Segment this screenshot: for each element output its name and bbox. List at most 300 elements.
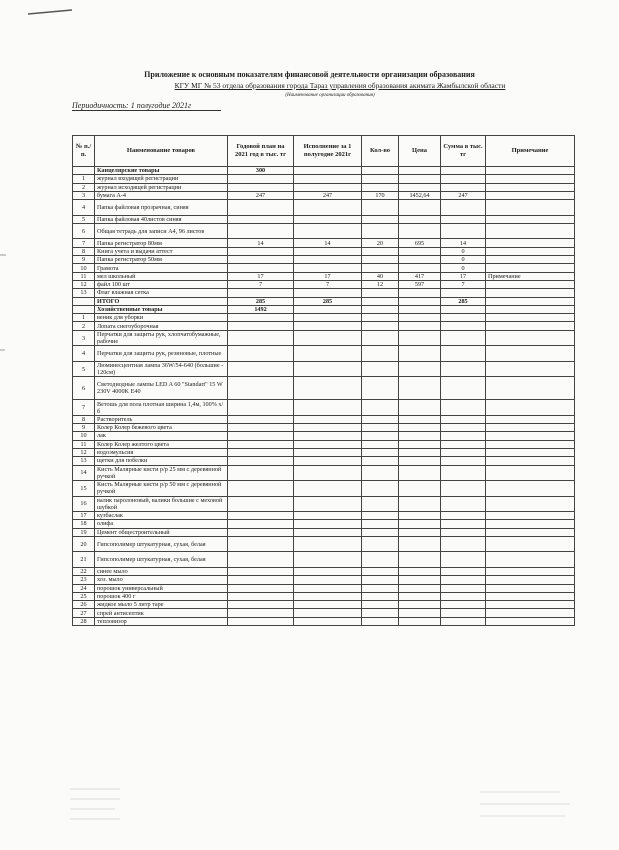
execution-value [294, 536, 362, 552]
row-number: 3 [73, 330, 95, 346]
price-value [399, 200, 441, 216]
row-number: 16 [73, 496, 95, 512]
item-name: мел школьный [95, 272, 228, 280]
execution-value [294, 424, 362, 432]
section-row [73, 305, 575, 313]
price-value [399, 584, 441, 592]
price-value [399, 183, 441, 191]
sum-value [441, 314, 486, 322]
execution-value [294, 256, 362, 264]
organization-name: КГУ МГ № 53 отдела образования города Тараз управления образования акимата Жамбылской области [174, 81, 506, 90]
table-row [73, 584, 575, 592]
item-name: жидкое мыло 5 литр таре [95, 601, 228, 609]
item-name: Колер Колер желтого цвета [95, 440, 228, 448]
item-name: Флаг влажная сетка [95, 289, 228, 297]
row-number: 7 [73, 400, 95, 416]
row-number: 3 [73, 191, 95, 199]
row-number: 26 [73, 601, 95, 609]
plan-value [228, 520, 294, 528]
execution-value [294, 496, 362, 512]
plan-value [228, 424, 294, 432]
table-row [73, 457, 575, 465]
price-value [399, 322, 441, 330]
row-number: 1 [73, 175, 95, 183]
sum-value [441, 346, 486, 362]
row-number: 7 [73, 239, 95, 247]
table-row [73, 432, 575, 440]
quantity-value [362, 400, 399, 416]
item-name: Папка файловая 40листов синяя [95, 215, 228, 223]
price-value [399, 424, 441, 432]
execution-value [294, 552, 362, 568]
note-value [486, 215, 575, 223]
table-row [73, 264, 575, 272]
plan-value [228, 215, 294, 223]
row-number: 13 [73, 289, 95, 297]
quantity-value [362, 289, 399, 297]
item-name: Гипсополимер штукатурная, сухая, белая [95, 552, 228, 568]
organization-caption: (Наименование организации образования) [285, 93, 375, 98]
execution-value [294, 377, 362, 400]
execution-value [294, 200, 362, 216]
item-name: порошок универсальный [95, 584, 228, 592]
price-value [399, 297, 441, 305]
col-price: Цена [399, 136, 441, 167]
sum-value [441, 528, 486, 536]
execution-value [294, 330, 362, 346]
row-number: 20 [73, 536, 95, 552]
price-value [399, 400, 441, 416]
price-value [399, 528, 441, 536]
note-value [486, 415, 575, 423]
row-number: 17 [73, 512, 95, 520]
col-execution: Исполнение за 1 полугодие 2021г [294, 136, 362, 167]
row-number: 4 [73, 346, 95, 362]
price-value [399, 609, 441, 617]
quantity-value [362, 175, 399, 183]
quantity-value [362, 617, 399, 625]
plan-value: 17 [228, 272, 294, 280]
row-number: 14 [73, 465, 95, 481]
quantity-value [362, 576, 399, 584]
sum-value: 7 [441, 280, 486, 288]
execution-value [294, 584, 362, 592]
execution-value [294, 305, 362, 313]
sum-value [441, 361, 486, 377]
sum-value [441, 448, 486, 456]
plan-value [228, 567, 294, 575]
table-row [73, 377, 575, 400]
plan-value [228, 322, 294, 330]
price-value [399, 567, 441, 575]
item-name: Лопата снегоуборочная [95, 322, 228, 330]
table-row [73, 576, 575, 584]
quantity-value [362, 314, 399, 322]
quantity-value [362, 609, 399, 617]
quantity-value [362, 512, 399, 520]
sum-value [441, 223, 486, 239]
quantity-value [362, 457, 399, 465]
col-quantity: Кол-во [362, 136, 399, 167]
item-name: порошок 400 г [95, 592, 228, 600]
sum-value [441, 322, 486, 330]
note-value [486, 322, 575, 330]
note-value [486, 528, 575, 536]
sum-value [441, 457, 486, 465]
price-value [399, 465, 441, 481]
table-row [73, 567, 575, 575]
sum-value: 0 [441, 256, 486, 264]
quantity-value [362, 215, 399, 223]
section-row [73, 167, 575, 175]
plan-value [228, 415, 294, 423]
row-number: 24 [73, 584, 95, 592]
note-value [486, 576, 575, 584]
row-number: 15 [73, 481, 95, 497]
table-row [73, 415, 575, 423]
note-value [486, 609, 575, 617]
sum-value: 0 [441, 264, 486, 272]
item-name: Светодиодные лампы LED A 60 "Standart" 15 W 230V 4000K E40 [95, 377, 228, 400]
quantity-value [362, 183, 399, 191]
table-row [73, 280, 575, 288]
sum-value: 247 [441, 191, 486, 199]
table-row [73, 191, 575, 199]
price-value [399, 520, 441, 528]
plan-value [228, 496, 294, 512]
sum-value [441, 167, 486, 175]
row-number: 8 [73, 247, 95, 255]
quantity-value [362, 440, 399, 448]
note-value [486, 314, 575, 322]
sum-value [441, 465, 486, 481]
execution-value [294, 167, 362, 175]
sum-value [441, 183, 486, 191]
col-plan: Годовой план на 2021 год в тыс. тг [228, 136, 294, 167]
row-number: 5 [73, 361, 95, 377]
execution-value [294, 289, 362, 297]
plan-value [228, 617, 294, 625]
item-name: Кисть Малярные кисти р/р 50 мм с деревянной ручкой [95, 481, 228, 497]
table-row [73, 361, 575, 377]
row-number [73, 305, 95, 313]
table-row [73, 289, 575, 297]
price-value [399, 440, 441, 448]
item-name: Ветошь для пола плотная ширина 1,4м, 100% х/б [95, 400, 228, 416]
plan-value [228, 592, 294, 600]
table-row [73, 183, 575, 191]
sum-value [441, 552, 486, 568]
row-number: 11 [73, 272, 95, 280]
plan-value [228, 536, 294, 552]
note-value [486, 167, 575, 175]
item-name: журнал входящей регистрации [95, 175, 228, 183]
sum-value [441, 481, 486, 497]
table-row [73, 520, 575, 528]
note-value [486, 457, 575, 465]
quantity-value [362, 536, 399, 552]
plan-value: 285 [228, 297, 294, 305]
plan-value [228, 223, 294, 239]
sum-value [441, 536, 486, 552]
note-value [486, 448, 575, 456]
plan-value: 14 [228, 239, 294, 247]
table-row [73, 200, 575, 216]
plan-value [228, 175, 294, 183]
plan-value [228, 346, 294, 362]
price-value [399, 215, 441, 223]
note-value [486, 424, 575, 432]
sum-value [441, 377, 486, 400]
table-header-row [73, 136, 575, 167]
table-row [73, 314, 575, 322]
price-value [399, 576, 441, 584]
note-value [486, 280, 575, 288]
table-row [73, 247, 575, 255]
execution-value [294, 247, 362, 255]
plan-value [228, 552, 294, 568]
note-value [486, 239, 575, 247]
note-value [486, 247, 575, 255]
quantity-value [362, 247, 399, 255]
table-row [73, 496, 575, 512]
price-value [399, 305, 441, 313]
plan-value [228, 330, 294, 346]
quantity-value: 40 [362, 272, 399, 280]
table-row [73, 346, 575, 362]
row-number [73, 297, 95, 305]
plan-value [228, 361, 294, 377]
note-value [486, 440, 575, 448]
execution-value [294, 314, 362, 322]
quantity-value [362, 167, 399, 175]
item-name: валик паролоновый, валики большие с меховой шубкой [95, 496, 228, 512]
note-value [486, 432, 575, 440]
price-value [399, 330, 441, 346]
plan-value [228, 528, 294, 536]
item-name: Книга учета и выдачи аттест [95, 247, 228, 255]
quantity-value [362, 256, 399, 264]
table-row [73, 481, 575, 497]
price-value: 597 [399, 280, 441, 288]
item-name: тепловизор [95, 617, 228, 625]
row-number: 9 [73, 424, 95, 432]
price-value [399, 314, 441, 322]
note-value [486, 264, 575, 272]
price-value [399, 496, 441, 512]
quantity-value [362, 592, 399, 600]
row-number: 25 [73, 592, 95, 600]
table-row [73, 400, 575, 416]
quantity-value [362, 552, 399, 568]
note-value [486, 289, 575, 297]
item-name: веник для уборки [95, 314, 228, 322]
item-name: щетки для побелки [95, 457, 228, 465]
note-value [486, 601, 575, 609]
quantity-value [362, 297, 399, 305]
item-name: ИТОГО [95, 297, 228, 305]
execution-value [294, 601, 362, 609]
execution-value [294, 264, 362, 272]
quantity-value [362, 481, 399, 497]
execution-value [294, 215, 362, 223]
item-name: спрей антисептик [95, 609, 228, 617]
item-name: Перчатки для защиты рук, хлопчатобумажные, рабочие [95, 330, 228, 346]
item-name: файл 100 шт [95, 280, 228, 288]
execution-value [294, 609, 362, 617]
row-number: 28 [73, 617, 95, 625]
row-number: 12 [73, 280, 95, 288]
quantity-value [362, 264, 399, 272]
plan-value [228, 481, 294, 497]
execution-value [294, 440, 362, 448]
plan-value [228, 440, 294, 448]
table-row [73, 322, 575, 330]
quantity-value [362, 305, 399, 313]
price-value [399, 552, 441, 568]
quantity-value [362, 520, 399, 528]
quantity-value [362, 496, 399, 512]
price-value [399, 415, 441, 423]
item-name: Растворитель [95, 415, 228, 423]
sum-value [441, 432, 486, 440]
plan-value: 300 [228, 167, 294, 175]
row-number: 9 [73, 256, 95, 264]
quantity-value [362, 361, 399, 377]
note-value [486, 617, 575, 625]
note-value [486, 346, 575, 362]
execution-value [294, 457, 362, 465]
row-number: 10 [73, 264, 95, 272]
note-value [486, 567, 575, 575]
plan-value [228, 289, 294, 297]
table-row [73, 440, 575, 448]
note-value [486, 592, 575, 600]
row-number: 6 [73, 223, 95, 239]
sum-value [441, 496, 486, 512]
table-row [73, 592, 575, 600]
table-row [73, 536, 575, 552]
section-row [73, 297, 575, 305]
sum-value: 14 [441, 239, 486, 247]
item-name: Папка файловая прозрачная, синяя [95, 200, 228, 216]
table-row [73, 512, 575, 520]
table-row [73, 528, 575, 536]
sum-value [441, 400, 486, 416]
sum-value [441, 289, 486, 297]
quantity-value: 20 [362, 239, 399, 247]
plan-value [228, 400, 294, 416]
price-value: 1452,64 [399, 191, 441, 199]
plan-value [228, 256, 294, 264]
table-row [73, 223, 575, 239]
table-row [73, 552, 575, 568]
note-value [486, 496, 575, 512]
quantity-value [362, 432, 399, 440]
execution-value [294, 465, 362, 481]
item-name: олифа [95, 520, 228, 528]
note-value [486, 175, 575, 183]
plan-value [228, 183, 294, 191]
item-name: водоэмульсия [95, 448, 228, 456]
table-row [73, 465, 575, 481]
execution-value: 7 [294, 280, 362, 288]
plan-value [228, 377, 294, 400]
quantity-value [362, 330, 399, 346]
table-row [73, 609, 575, 617]
price-value [399, 432, 441, 440]
plan-value [228, 601, 294, 609]
plan-value: 247 [228, 191, 294, 199]
note-value: Примечание [486, 272, 575, 280]
execution-value [294, 576, 362, 584]
row-number: 12 [73, 448, 95, 456]
sum-value [441, 175, 486, 183]
sum-value: 17 [441, 272, 486, 280]
execution-value [294, 400, 362, 416]
col-number: № п./п. [73, 136, 95, 167]
sum-value [441, 609, 486, 617]
sum-value [441, 520, 486, 528]
row-number: 19 [73, 528, 95, 536]
row-number: 27 [73, 609, 95, 617]
row-number: 6 [73, 377, 95, 400]
sum-value [441, 424, 486, 432]
item-name: Кисть Малярные кисти р/р 25 мм с деревянной ручкой [95, 465, 228, 481]
sum-value [441, 215, 486, 223]
quantity-value [362, 200, 399, 216]
execution-value [294, 567, 362, 575]
note-value [486, 330, 575, 346]
quantity-value [362, 567, 399, 575]
execution-value: 14 [294, 239, 362, 247]
quantity-value [362, 415, 399, 423]
price-value [399, 346, 441, 362]
execution-value [294, 361, 362, 377]
price-value [399, 512, 441, 520]
sum-value [441, 305, 486, 313]
row-number: 21 [73, 552, 95, 568]
item-name: Папка регистратор 50мм [95, 256, 228, 264]
table-row [73, 617, 575, 625]
col-name: Наименование товаров [95, 136, 228, 167]
sum-value [441, 330, 486, 346]
sum-value [441, 512, 486, 520]
quantity-value: 170 [362, 191, 399, 199]
execution-value: 17 [294, 272, 362, 280]
row-number: 18 [73, 520, 95, 528]
price-value [399, 247, 441, 255]
plan-value [228, 200, 294, 216]
execution-value [294, 481, 362, 497]
execution-value [294, 415, 362, 423]
sum-value [441, 601, 486, 609]
row-number: 22 [73, 567, 95, 575]
quantity-value [362, 346, 399, 362]
plan-value [228, 314, 294, 322]
quantity-value [362, 223, 399, 239]
item-name: Грамота [95, 264, 228, 272]
plan-value [228, 576, 294, 584]
execution-value [294, 448, 362, 456]
table-row [73, 272, 575, 280]
row-number: 11 [73, 440, 95, 448]
row-number: 2 [73, 322, 95, 330]
row-number: 13 [73, 457, 95, 465]
price-value [399, 448, 441, 456]
item-name: Колер Колер бежевого цвета [95, 424, 228, 432]
quantity-value: 12 [362, 280, 399, 288]
